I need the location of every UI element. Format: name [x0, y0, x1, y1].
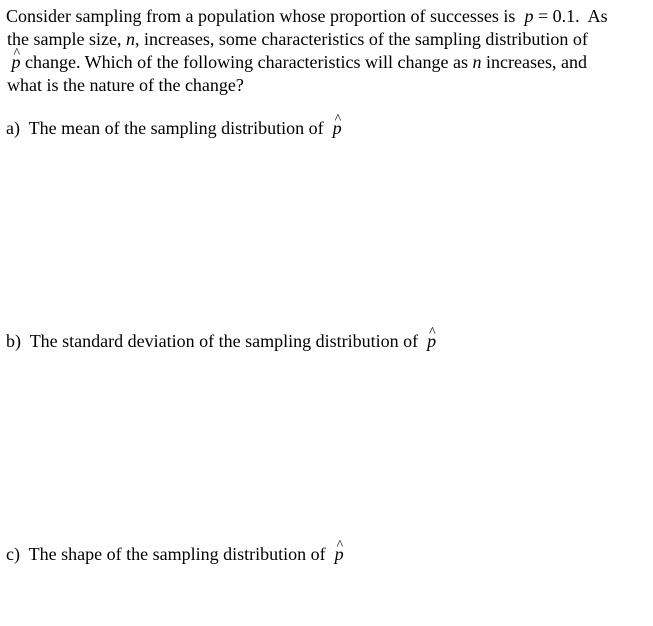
question-text: The standard deviation of the sampling distribution of: [29, 331, 419, 351]
statement-line-3: [6, 51, 646, 74]
n-variable: n: [472, 52, 482, 72]
p-hat-symbol: ^ p: [427, 330, 436, 353]
statement-line-4: [6, 74, 646, 97]
question-c: [6, 543, 344, 566]
statement-text: As: [587, 6, 608, 26]
statement-text: increases, and: [486, 52, 587, 72]
question-label: c): [6, 544, 20, 564]
question-b: [6, 330, 436, 353]
statement-text: , increases, some characteristics of the sampling distribution of: [134, 29, 588, 49]
p-variable: p: [524, 6, 534, 26]
equals-sign: =: [537, 6, 549, 26]
problem-statement: [6, 5, 646, 97]
statement-text: change. Which of the following characteristics will change as: [25, 52, 469, 72]
question-label: a): [6, 118, 20, 138]
question-a: [6, 117, 342, 140]
question-text: The shape of the sampling distribution of: [28, 544, 326, 564]
statement-line-2: [6, 28, 646, 51]
question-text: The mean of the sampling distribution of: [28, 118, 324, 138]
statement-text: what is the nature of the change?: [7, 75, 244, 95]
answer-space-c: [6, 571, 646, 621]
statement-text: Consider sampling from a population whose proportion of successes is: [6, 6, 516, 26]
p-hat-symbol: ^ p: [335, 543, 344, 566]
n-variable: n: [125, 29, 135, 49]
answer-space-b: [6, 358, 646, 538]
p-hat-symbol: ^ p: [333, 117, 342, 140]
statement-line-1: [6, 5, 646, 28]
statement-text: the sample size,: [7, 29, 122, 49]
question-label: b): [6, 331, 21, 351]
answer-space-a: [6, 145, 646, 325]
p-hat-symbol: ^ p: [12, 51, 21, 74]
p-value: 0.1.: [552, 6, 580, 26]
